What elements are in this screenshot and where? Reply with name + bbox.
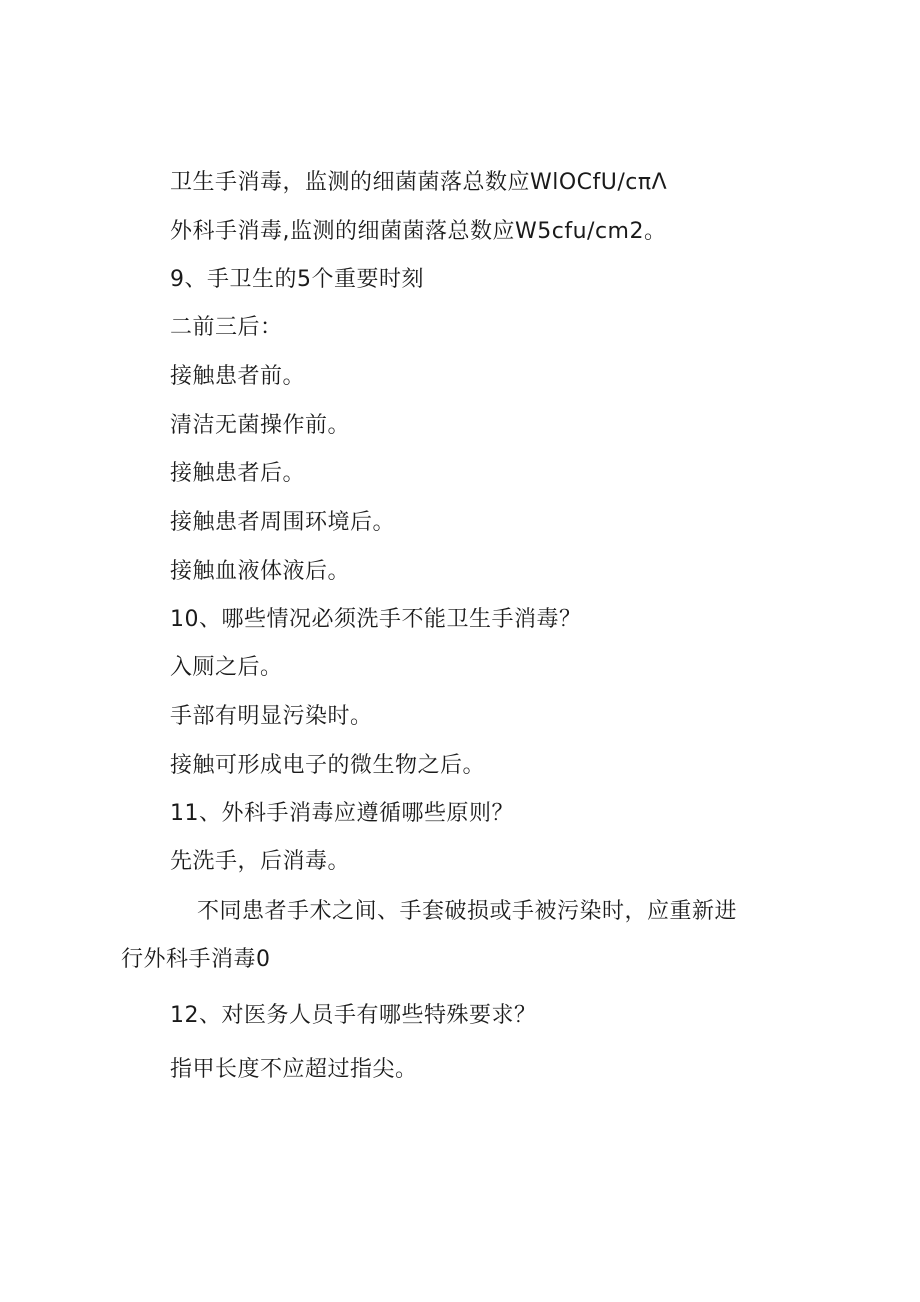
list-item: 接触患者前。 bbox=[170, 364, 306, 389]
text-line-nail-length: 指甲长度不应超过指尖。 bbox=[170, 1057, 418, 1082]
paragraph-line-2: 行外科手消毒0 bbox=[121, 947, 271, 972]
question-10-heading: 10、哪些情况必须洗手不能卫生手消毒？ bbox=[170, 607, 582, 632]
question-12-heading: 12、对医务人员手有哪些特殊要求？ bbox=[170, 1003, 537, 1028]
list-item: 清洁无菌操作前。 bbox=[170, 413, 351, 438]
list-item: 手部有明显污染时。 bbox=[170, 704, 373, 729]
text-line-surgical-disinfection-standard: 外科手消毒,监测的细菌菌落总数应W5cfu/cm2。 bbox=[170, 219, 667, 244]
list-item: 接触血液体液后。 bbox=[170, 559, 351, 584]
paragraph-line-1: 不同患者手术之间、手套破损或手被污染时，应重新进 bbox=[197, 899, 738, 924]
text-line-hand-disinfection-standard: 卫生手消毒，监测的细菌菌落总数应WlOCfU/cπΛ bbox=[170, 170, 668, 195]
question-9-heading: 9、手卫生的5个重要时刻 bbox=[170, 267, 424, 292]
text-line-wash-then-disinfect: 先洗手，后消毒。 bbox=[170, 849, 351, 874]
question-11-heading: 11、外科手消毒应遵循哪些原则？ bbox=[170, 801, 514, 826]
list-item: 接触患者后。 bbox=[170, 461, 306, 486]
list-item: 接触患者周围环境后。 bbox=[170, 510, 396, 535]
list-item: 接触可形成电子的微生物之后。 bbox=[170, 753, 486, 778]
list-item: 入厕之后。 bbox=[170, 655, 283, 680]
text-line-two-before-three-after: 二前三后： bbox=[170, 315, 283, 340]
